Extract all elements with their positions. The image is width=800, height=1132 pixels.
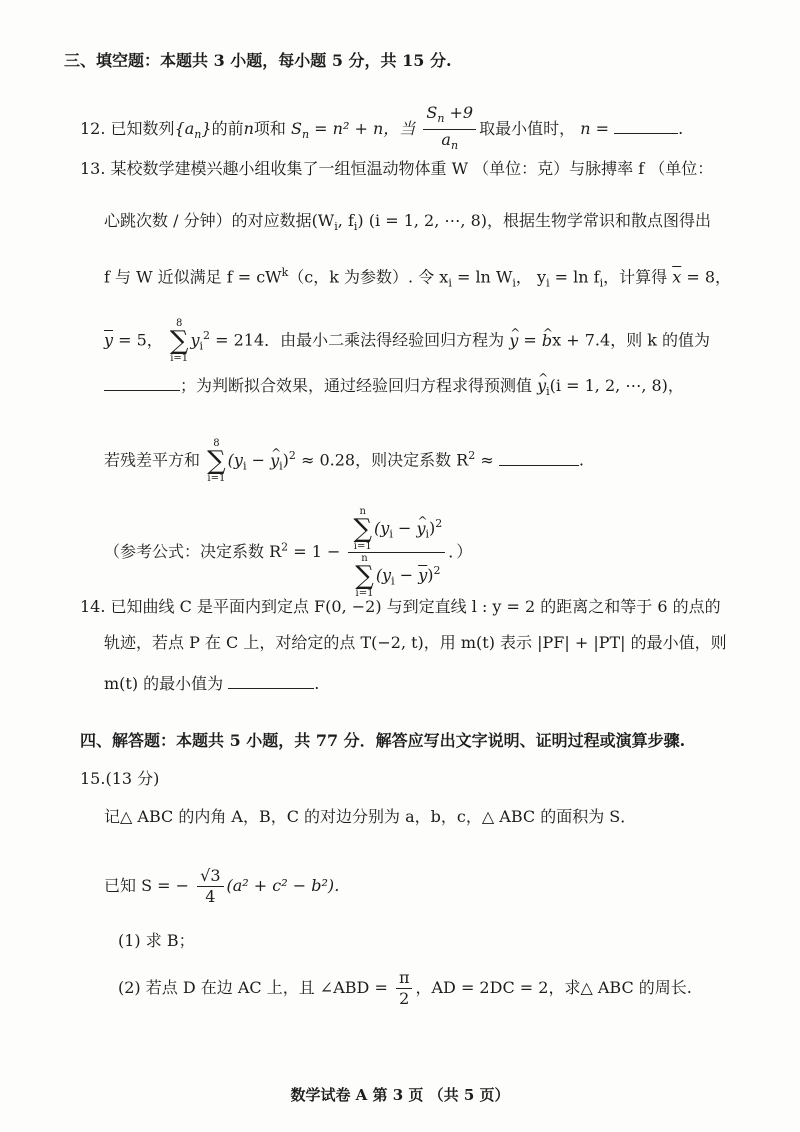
question-15-header: 15.(13 分) — [80, 769, 160, 788]
question-15-line-1: 记△ ABC 的内角 A，B，C 的对边分别为 a，b，c，△ ABC 的面积为 S． — [104, 807, 637, 826]
section-4-heading: 四、解答题：本题共 5 小题，共 77 分．解答应写出文字说明、证明过程或演算步骤. — [80, 731, 686, 750]
question-13-line-1: 13. 某校数学建模兴趣小组收集了一组恒温动物体重 W （单位：克）与脉搏率 f （单位： — [80, 159, 714, 178]
question-13-line-3: f 与 W 近似满足 $f = cW^k(c$，k 为参数）. 令 $x_i = \ln W_i$， $y_i = \ln f_i$，计算得 $\overline{x} = 8$， — [104, 266, 732, 290]
question-15-part-2: (2) 若点 D 在边 AC 上，且 ∠ABD = $\frac{\pi}{2}$ ，AD = 2DC = 2，求△ ABC 的周长. — [118, 968, 692, 1008]
fraction-sn9-an: $\frac{S_n +9}{a_n}$ — [423, 103, 476, 156]
question-14-line-2: 轨迹，若点 P 在 C 上，对给定的点 T(−2, t)，用 m(t) 表示 |PF| + |PT| 的最小值，则 — [104, 633, 727, 652]
question-15-line-2: 已知 S = − $\frac{√3}{4}$ (a² + c² − b²)． — [104, 866, 351, 906]
question-14-line-1: 14. 已知曲线 C 是平面内到定点 F(0, −2) 与到定直线 l : y = 2 的距离之和等于 6 的点的 — [80, 597, 721, 616]
question-13-line-4: $\overline{y} = 5$， 8 ∑ i=1 $y_i^2 = 214$．由最小二乘法得经验回归方程为 ^ y = ^ bx + 7.4，则 k 的值为 — [104, 318, 710, 364]
summation-symbol: 8 ∑ i=1 — [169, 318, 189, 364]
question-15-part-1: (1) 求 B； — [118, 931, 195, 950]
question-14-line-3: m(t) 的最小值为 . — [104, 674, 320, 693]
r-squared-fraction: n ∑ i=1 ($y_i$ − ^ $y_i)^2$ n ∑ i=1 $(y_i - \overline{y})^2$ — [348, 506, 445, 599]
section-3-heading: 三、填空题：本题共 3 小题，每小题 5 分，共 15 分. — [64, 51, 452, 70]
summation-symbol: 8 ∑ i=1 — [207, 438, 226, 484]
question-13-line-5: ；为判断拟合效果，通过经验回归方程求得预测值 ^ $y_i(i = 1$, 2, ⋯, 8)， — [104, 374, 684, 403]
sqrt3-over-4: $\frac{√3}{4}$ — [197, 866, 223, 907]
answer-blank-13b[interactable] — [499, 449, 579, 466]
reference-formula: （参考公式：决定系数 $R^2 = 1$ − n ∑ i=1 ($y_i$ − ^ $y_i)^2$ n ∑ i=1 $(y_i - \overline{y})^2$ ．） — [104, 506, 472, 599]
question-12: 12. 已知数列$\{a_n\}$的前n项和 $S_n = n^2 + n$，当 $\frac{S_n +9}{a_n}$ 取最小值时， n = . — [80, 103, 683, 156]
pi-over-2: $\frac{\pi}{2}$ — [396, 968, 413, 1009]
question-13-line-2: 心跳次数 / 分钟）的对应数据($W_i$, $f_i$) (i = 1, 2, ⋯, 8)，根据生物学常识和散点图得出 — [104, 211, 711, 234]
question-13-line-6: 若残差平方和 8 ∑ i=1 ($y_i$ − ^ $y_i)^2 \approx 0.28$，则决定系数 $R^2$ ≈ . — [104, 438, 584, 484]
answer-blank-14[interactable] — [228, 672, 314, 689]
answer-blank-12[interactable] — [614, 117, 678, 134]
page-footer: 数学试卷 A 第 3 页 （共 5 页） — [290, 1086, 510, 1104]
answer-blank-13a[interactable] — [104, 374, 180, 391]
